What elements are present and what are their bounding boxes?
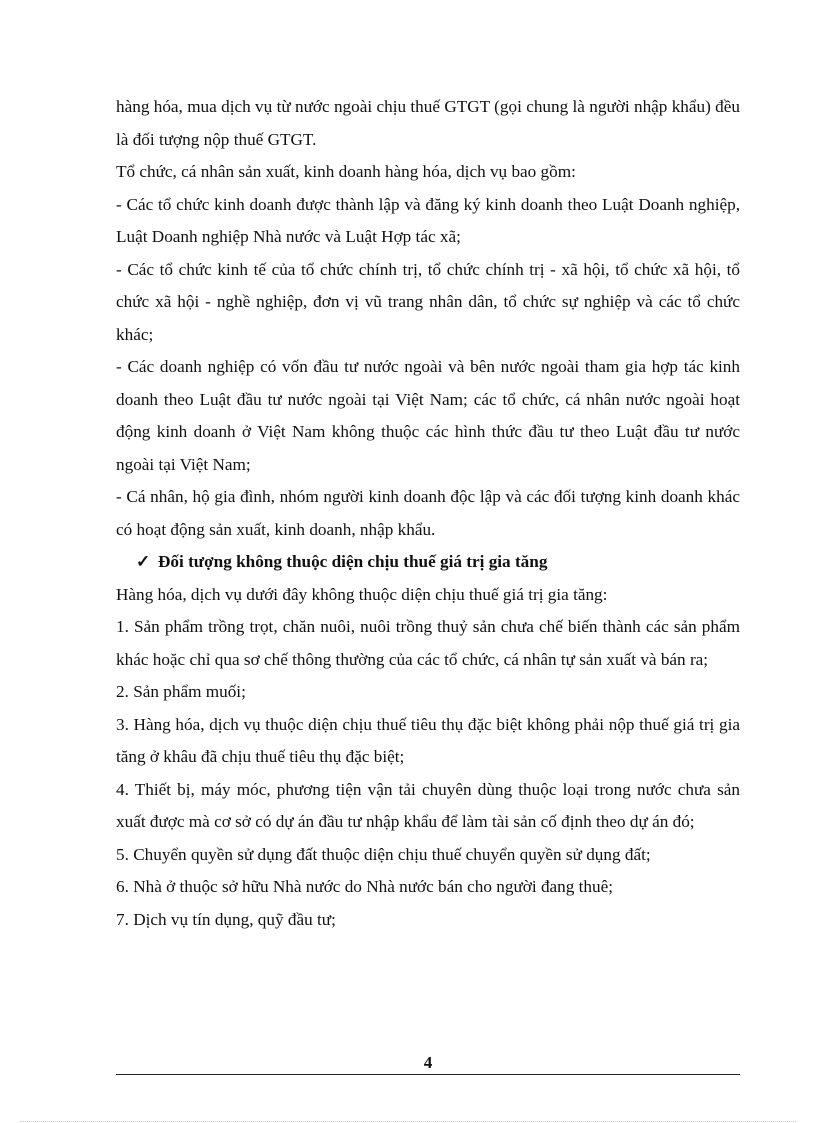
list-item: 4. Thiết bị, máy móc, phương tiện vận tải chuyên dùng thuộc loại trong nước chưa sản xuất được mà cơ sở có dự án đầu tư nhập khẩu để làm tài sản cố định theo dự án đó; xyxy=(116,779,740,831)
checkmark-icon: ✓ xyxy=(136,552,151,571)
paragraph: - Các tổ chức kinh tế của tổ chức chính trị, tổ chức chính trị - xã hội, tổ chức xã hội, tổ chức xã hội - nghề nghiệp, đơn vị vũ trang nhân dân, tổ chức sự nghiệp và các tổ chức khác; xyxy=(116,259,740,344)
paragraph: hàng hóa, mua dịch vụ từ nước ngoài chịu thuế GTGT (gọi chung là người nhập khẩu) đều là đối tượng nộp thuế GTGT. xyxy=(116,97,740,149)
list-item: 6. Nhà ở thuộc sở hữu Nhà nước do Nhà nước bán cho người đang thuê; xyxy=(116,877,614,896)
paragraph: - Các tổ chức kinh doanh được thành lập và đăng ký kinh doanh theo Luật Doanh nghiệp, Luật Doanh nghiệp Nhà nước và Luật Hợp tác xã; xyxy=(116,194,740,246)
page-number: 4 xyxy=(423,1053,433,1072)
section-heading xyxy=(116,546,740,579)
paragraph: Tổ chức, cá nhân sản xuất, kinh doanh hàng hóa, dịch vụ bao gồm: xyxy=(116,162,576,181)
page-footer xyxy=(116,1052,740,1075)
list-item: 7. Dịch vụ tín dụng, quỹ đầu tư; xyxy=(116,909,336,929)
section-heading-text: Đối tượng không thuộc diện chịu thuế giá trị gia tăng xyxy=(158,552,548,571)
list-item: 2. Sản phẩm muối; xyxy=(116,682,246,701)
list-item: 1. Sản phẩm trồng trọt, chăn nuôi, nuôi trồng thuỷ sản chưa chế biến thành các sản phẩm khác hoặc chỉ qua sơ chế thông thường của các tổ chức, cá nhân tự sản xuất và bán ra; xyxy=(116,617,740,669)
paragraph: Hàng hóa, dịch vụ dưới đây không thuộc diện chịu thuế giá trị gia tăng: xyxy=(116,584,608,604)
paragraph: - Cá nhân, hộ gia đình, nhóm người kinh doanh độc lập và các đối tượng kinh doanh khác có hoạt động sản xuất, kinh doanh, nhập khẩu. xyxy=(116,487,740,539)
paragraph: - Các doanh nghiệp có vốn đầu tư nước ngoài và bên nước ngoài tham gia hợp tác kinh doanh theo Luật đầu tư nước ngoài tại Việt Nam; các tổ chức, cá nhân nước ngoài hoạt động kinh doanh ở Việt Nam không thuộc các hình thức đầu tư theo Luật đầu tư nước ngoài tại Việt Nam; xyxy=(116,357,740,474)
page-body xyxy=(116,91,740,936)
list-item: 3. Hàng hóa, dịch vụ thuộc diện chịu thuế tiêu thụ đặc biệt không phải nộp thuế giá trị gia tăng ở khâu đã chịu thuế tiêu thụ đặc biệt; xyxy=(116,714,740,766)
page-edge-divider xyxy=(20,1121,796,1122)
list-item: 5. Chuyển quyền sử dụng đất thuộc diện chịu thuế chuyển quyền sử dụng đất; xyxy=(116,844,651,864)
